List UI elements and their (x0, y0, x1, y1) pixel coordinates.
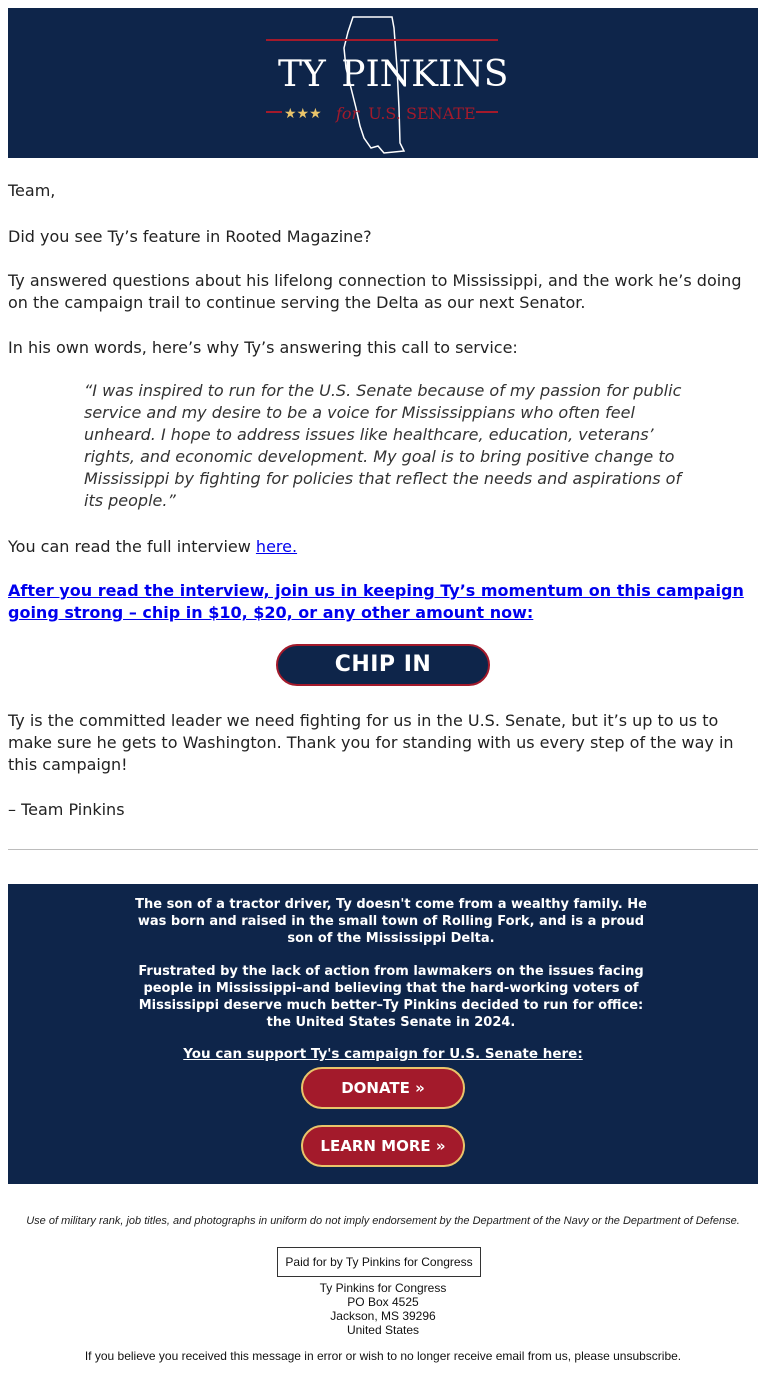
chip-in-button[interactable]: CHIP IN (276, 644, 490, 686)
address-line-2: PO Box 4525 (347, 1295, 419, 1309)
svg-text:for U.S. SENATE (335, 104, 476, 123)
read-interview-line (8, 536, 758, 558)
donate-cta-link[interactable]: After you read the interview, join us in keeping Ty’s momentum on this campaign going strong – chip in $10, $20, or any other amount now: (8, 581, 744, 622)
interview-link[interactable]: here. (255, 537, 298, 556)
logo-name-last: PINKINS (341, 54, 509, 95)
svg-text:TY PINKINS (278, 54, 508, 95)
address-line-3: Jackson, MS 39296 (330, 1309, 436, 1323)
paid-for-box: Paid for by Ty Pinkins for Congress (277, 1247, 481, 1277)
military-disclaimer: Use of military rank, job titles, and photographs in uniform do not imply endorsement by the Department of the Navy or the Department of Defense. (26, 1215, 740, 1227)
divider (8, 849, 758, 850)
logo-for: for (336, 104, 360, 123)
paragraph-intro-quote: In his own words, here’s why Ty’s answering this call to service: (8, 338, 518, 357)
stars-icon: ★★★ (284, 106, 322, 122)
address-line-4: United States (346, 1323, 420, 1337)
paragraph-closing: Ty is the committed leader we need fighting for us in the U.S. Senate, but it’s up to us to make sure he gets to Washington. Thank you for standing with us every step of the way in this campaign! (8, 711, 734, 774)
address-line-1: Ty Pinkins for Congress (319, 1281, 447, 1295)
bio-paragraph-1: The son of a tractor driver, Ty doesn't come from a wealthy family. He was born and raised in the small town of Rolling Fork, and is a proud son of the Mississippi Delta. (135, 897, 647, 946)
paragraph-rooted: Did you see Ty’s feature in Rooted Magazine? (8, 227, 372, 246)
campaign-logo (8, 8, 758, 158)
learn-more-button[interactable]: LEARN MORE » (301, 1125, 465, 1167)
read-prefix: You can read the full interview (8, 537, 256, 556)
donate-button[interactable]: DONATE » (301, 1067, 465, 1109)
header-banner (8, 8, 758, 158)
blockquote: “I was inspired to run for the U.S. Senate because of my passion for public service and my desire to be a voice for Mississippians who often feel unheard. I hope to address issues like healthcare, education, veterans’ rights, and economic development. My goal is to bring positive change to Mississippi by fighting for policies that reflect the needs and aspirations of its people.” (84, 381, 682, 510)
signoff: – Team Pinkins (8, 800, 125, 819)
greeting: Team, (8, 181, 56, 200)
bio-panel (8, 884, 758, 1184)
logo-name-first: TY (278, 54, 326, 95)
unsubscribe-text[interactable]: If you believe you received this message in error or wish to no longer receive email from us, please unsubscribe. (84, 1349, 682, 1363)
logo-senate: U.S. SENATE (368, 104, 476, 123)
paragraph-interview: Ty answered questions about his lifelong connection to Mississippi, and the work he’s doing on the campaign trail to continue serving the Delta as our next Senator. (8, 271, 742, 312)
support-campaign-link[interactable]: You can support Ty's campaign for U.S. Senate here: (183, 1046, 583, 1062)
bio-paragraph-2: Frustrated by the lack of action from lawmakers on the issues facing people in Mississippi–and believing that the hard-working voters of Mississippi deserve much better–Ty Pinkins decided to run for office: the United States Senate in 2024. (138, 964, 644, 1030)
mailing-address (8, 1281, 758, 1337)
